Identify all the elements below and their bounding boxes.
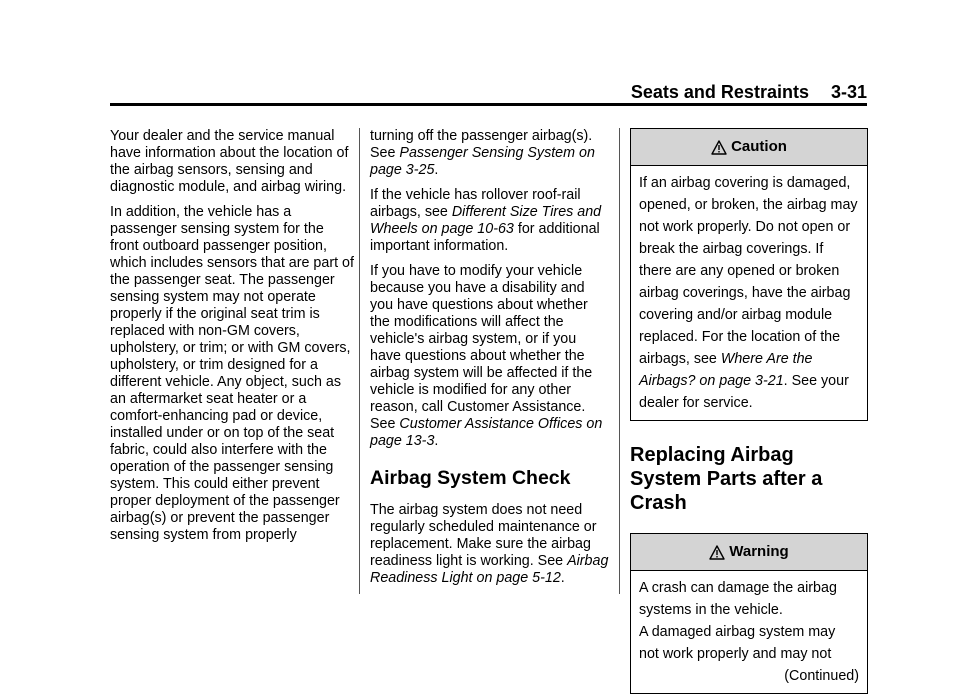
- cross-reference[interactable]: Airbag Readiness Light on page 5-12: [370, 553, 609, 586]
- col2-p1-end: .: [434, 162, 439, 178]
- col2-p3-end: .: [434, 433, 439, 449]
- col1-paragraph-2: In addition, the vehicle has a passenger sensing system for the front outboard passenger position, which includes sensors that are part of the passenger seat. The passenger sensing system may not operate properly if the original seat trim is replaced with non-GM covers, upholstery, or trim; or with GM covers, upholstery, or trim designed for a different vehicle. Any object, such as an aftermarket seat heater or a comfort-enhancing pad or device, installed under or on top of the seat fabric, could also interfere with the operation of the passenger sensing system. This could either prevent proper deployment of the passenger airbag(s) or prevent the passenger sensing system from properly: [110, 204, 354, 543]
- caution-body: [631, 166, 867, 420]
- cross-reference[interactable]: Customer Assistance Offices on page 13-3: [370, 416, 603, 449]
- col1-paragraph-1: Your dealer and the service manual have information about the location of the airbag sensors, sensing and diagnostic module, and airbag wiring.: [110, 128, 349, 195]
- column-divider-1: [359, 128, 360, 594]
- col2-paragraph-4: [370, 502, 610, 587]
- col2-p2-end: for additional important information.: [370, 221, 600, 254]
- caution-label: Caution: [731, 138, 787, 155]
- section-heading: Replacing Airbag System Parts after a Crash: [630, 444, 823, 514]
- page-number: 3-31: [830, 82, 867, 102]
- column-1: [110, 128, 354, 552]
- warning-body: [631, 571, 867, 693]
- cross-reference[interactable]: Where Are the Airbags? on page 3-21: [639, 351, 813, 389]
- warning-line-2: A damaged airbag system may not work properly and may not: [639, 624, 836, 662]
- col2-p1-text: turning off the passenger airbag(s). See: [370, 128, 593, 161]
- warning-label: Warning: [729, 543, 789, 560]
- header-title-line: [631, 82, 867, 103]
- col2-p2-text: If the vehicle has rollover roof-rail airbags, see: [370, 187, 581, 220]
- caution-text-end: . See your dealer for service.: [639, 373, 849, 411]
- cross-reference[interactable]: Passenger Sensing System on page 3-25: [370, 145, 595, 178]
- caution-text: [639, 172, 859, 414]
- warning-triangle-icon: [709, 545, 725, 560]
- column-3: [630, 128, 870, 694]
- caution-text-main: If an airbag covering is damaged, opened, or broken, the airbag may not work properly. Do not open or break the airbag coverings. If there are any opened or broken airbag coverings, have the airbag covering and/or airbag module replaced. For the location of the airbags, see: [639, 175, 858, 367]
- warning-header: [631, 534, 867, 571]
- section-heading: Airbag System Check: [370, 467, 571, 489]
- col2-paragraph-3: [370, 263, 610, 450]
- continued-label: (Continued): [784, 668, 859, 684]
- header-rule: [110, 103, 867, 106]
- warning-box: [630, 533, 868, 694]
- warning-triangle-icon: [711, 140, 727, 155]
- warning-line-1: A crash can damage the airbag systems in the vehicle.: [639, 580, 837, 618]
- col2-paragraph-2: [370, 187, 610, 255]
- col2-p4-text: The airbag system does not need regularly scheduled maintenance or replacement. Make sure the airbag readiness light is working. See: [370, 502, 597, 569]
- col2-p4-end: .: [560, 570, 565, 586]
- caution-header: [631, 129, 867, 166]
- section-title: Seats and Restraints: [630, 82, 809, 102]
- col2-paragraph-1: [370, 128, 610, 179]
- caution-box: [630, 128, 868, 421]
- column-2: [370, 128, 610, 595]
- cross-reference[interactable]: Different Size Tires and Wheels on page 10-63: [370, 204, 602, 237]
- column-divider-2: [619, 128, 620, 594]
- col2-p3-text: If you have to modify your vehicle because you have a disability and you have questions about whether the modifications will affect the vehicle's airbag system, or if you have questions about whether the airbag system will be affected if the vehicle is modified for any other reason, call Customer Assistance. See: [370, 263, 593, 432]
